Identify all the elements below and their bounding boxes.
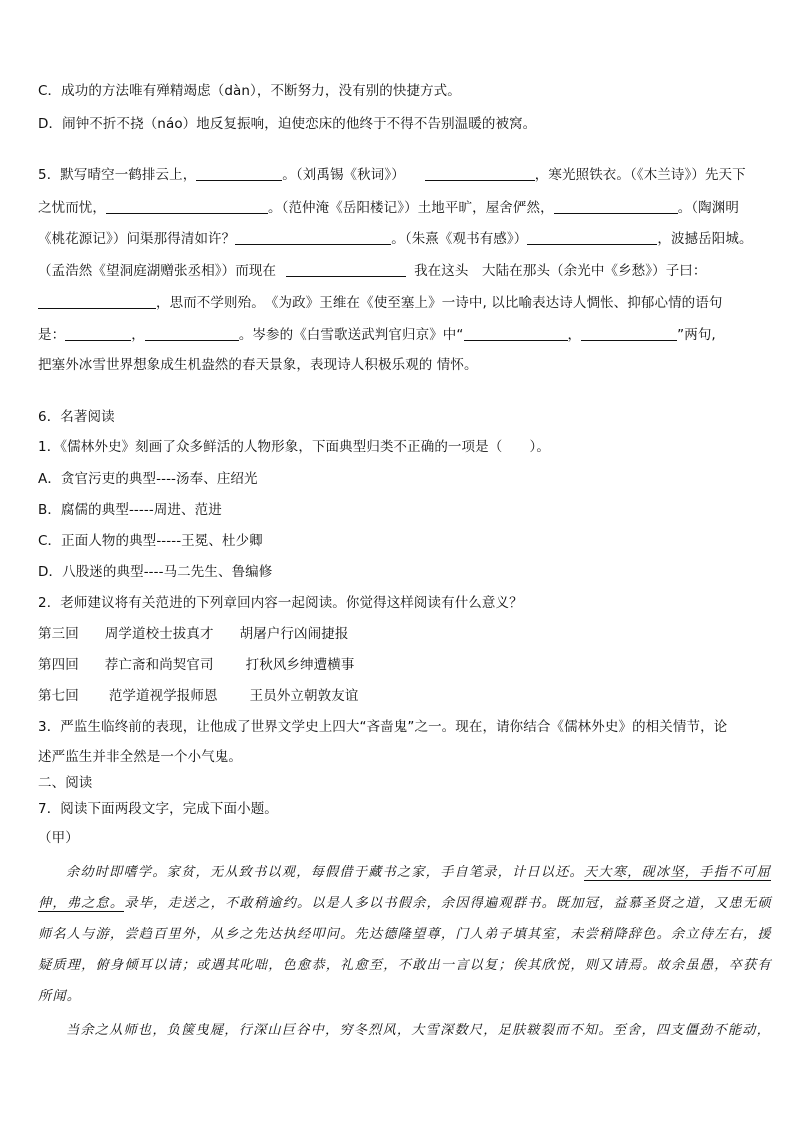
q5-line-1 — [38, 166, 746, 184]
chapter-title: 胡屠户行凶闹捷报 — [239, 626, 349, 642]
q5-text: 之忧而忧， — [38, 200, 106, 216]
passage-line: 疑质理，俯身倾耳以请；或遇其叱咄，色愈恭，礼愈至，不敢出一言以复；俟其欣悦，则又请焉。故余虽愚，卒获有 — [38, 958, 772, 973]
passage-text: 余幼时即嗜学。家贫，无从致书以观，每假借于藏书之家，手自笔录，计日以还。 — [66, 865, 584, 880]
q5-text: 是： — [38, 327, 66, 343]
underlined-sentence: 天大寒，砚冰坚，手指不可屈 — [583, 865, 771, 880]
q5-text: 。（朱熹《观书有感》） — [391, 231, 528, 247]
passage-line — [38, 895, 772, 913]
chapter-title: 范学道视学报师恩 — [108, 688, 218, 704]
q5-line-7: 把塞外冰雪世界想象成生机盎然的春天景象，表现诗人积极乐观的 情怀。 — [38, 357, 478, 373]
q5-text: ， — [131, 327, 145, 343]
q7-title: 7．阅读下面两段文字，完成下面小题。 — [38, 801, 278, 817]
passage-line: 师名人与游，尝趋百里外，从乡之先达执经叩问。先达德隆望尊，门人弟子填其室，未尝稍降辞色。余立侍左右，援 — [38, 927, 772, 942]
answer-blank[interactable] — [286, 263, 406, 277]
answer-blank[interactable] — [38, 295, 156, 309]
q5-text: 5．默写晴空一鹤排云上， — [38, 167, 197, 183]
chapter-row — [38, 656, 354, 674]
q5-text: ，波撼岳阳城。 — [657, 231, 753, 247]
q6-option-c: C．正面人物的典型-----王冕、杜少卿 — [38, 533, 263, 549]
q5-line-3 — [38, 230, 753, 248]
q5-line-4 — [38, 262, 707, 280]
section-heading: 二、阅读 — [38, 775, 93, 791]
q5-text: （孟浩然《望洞庭湖赠张丞相》）而现在 — [38, 263, 277, 279]
chapter-title: 打秋风乡绅遭横事 — [245, 657, 355, 673]
q5-text: 我在这头 大陆在那头（余光中《乡愁》）子曰： — [414, 263, 707, 279]
q5-text: 。岑参的《白雪歌送武判官归京》中“ — [238, 327, 464, 343]
chapter-title: 周学道校士拔真才 — [104, 626, 214, 642]
underlined-sentence: 伸，弗之怠。 — [38, 896, 125, 911]
answer-blank[interactable] — [464, 327, 568, 341]
answer-blank[interactable] — [106, 200, 268, 214]
q6-option-a: A．贪官污吏的典型----汤奉、庄绍光 — [38, 471, 258, 487]
q4-option-d: D．闹钟不折不挠（náo）地反复振响，迫使恋床的他终于不得不告别温暖的被窝。 — [38, 116, 537, 132]
answer-blank[interactable] — [235, 231, 391, 245]
answer-blank[interactable] — [196, 167, 282, 181]
q5-text: 《桃花源记》）问渠那得清如许？ — [38, 231, 236, 247]
q5-line-5 — [38, 294, 722, 312]
q5-text: ，思而不学则殆。 《为政》王维在《使至塞上》一诗中, 以比喻表达诗人惆怅、抑郁心情的语句 — [156, 295, 723, 311]
passage-line: 当余之从师也，负箧曳屣，行深山巨谷中，穷冬烈风，大雪深数尺，足肤皲裂而不知。至舍，四支僵劲不能动， — [66, 1023, 771, 1038]
q6-sub2: 2．老师建议将有关范进的下列章回内容一起阅读。你觉得这样阅读有什么意义？ — [38, 595, 523, 611]
q6-option-b: B．腐儒的典型-----周进、范进 — [38, 502, 222, 518]
q5-text: 。（陶渊明 — [677, 200, 739, 216]
answer-blank[interactable] — [425, 167, 535, 181]
answer-blank[interactable] — [145, 327, 239, 341]
passage-line — [66, 864, 771, 882]
answer-blank[interactable] — [527, 231, 657, 245]
chapter-row — [38, 687, 358, 705]
passage-label: （甲） — [38, 830, 79, 846]
chapter-number: 第三回 — [38, 626, 79, 642]
q5-text: ，寒光照铁衣。（《木兰诗》）先天下 — [534, 167, 746, 183]
chapter-number: 第七回 — [38, 688, 79, 704]
chapter-number: 第四回 — [38, 657, 79, 673]
answer-blank[interactable] — [65, 327, 131, 341]
q6-sub3-line1: 3．严监生临终前的表现，让他成了世界文学史上四大“吝啬鬼”之一。现在，请你结合《儒林外史》的相关情节，论 — [38, 719, 728, 735]
answer-blank[interactable] — [554, 200, 678, 214]
chapter-row — [38, 625, 348, 643]
passage-text: 录毕，走送之，不敢稍逾约。以是人多以书假余，余因得遍观群书。既加冠，益慕圣贤之道，又患无硕 — [124, 896, 772, 911]
passage-line: 所闻。 — [38, 989, 82, 1004]
q6-option-d: D．八股迷的典型----马二先生、鲁编修 — [38, 564, 273, 580]
q6-sub3-line2: 述严监生并非全然是一个小气鬼。 — [38, 749, 242, 765]
q5-text: 。（刘禹锡《秋词》） — [282, 167, 405, 183]
chapter-title: 王员外立朝敦友谊 — [249, 688, 359, 704]
q4-option-c: C．成功的方法唯有殚精竭虑（dàn），不断努力，没有别的快捷方式。 — [38, 83, 461, 99]
q5-text: ”两句, — [677, 327, 716, 343]
q5-text: 。（范仲淹《岳阳楼记》）土地平旷，屋舍俨然， — [268, 200, 554, 216]
q5-line-2 — [38, 199, 739, 217]
chapter-title: 荐亡斋和尚契官司 — [104, 657, 214, 673]
answer-blank[interactable] — [581, 327, 677, 341]
q6-title: 6．名著阅读 — [38, 409, 115, 425]
q5-line-6 — [38, 326, 716, 344]
q6-sub1: 1．《儒林外史》刻画了众多鲜活的人物形象，下面典型归类不正确的一项是（ ）。 — [38, 439, 550, 455]
q5-text: ， — [567, 327, 582, 343]
